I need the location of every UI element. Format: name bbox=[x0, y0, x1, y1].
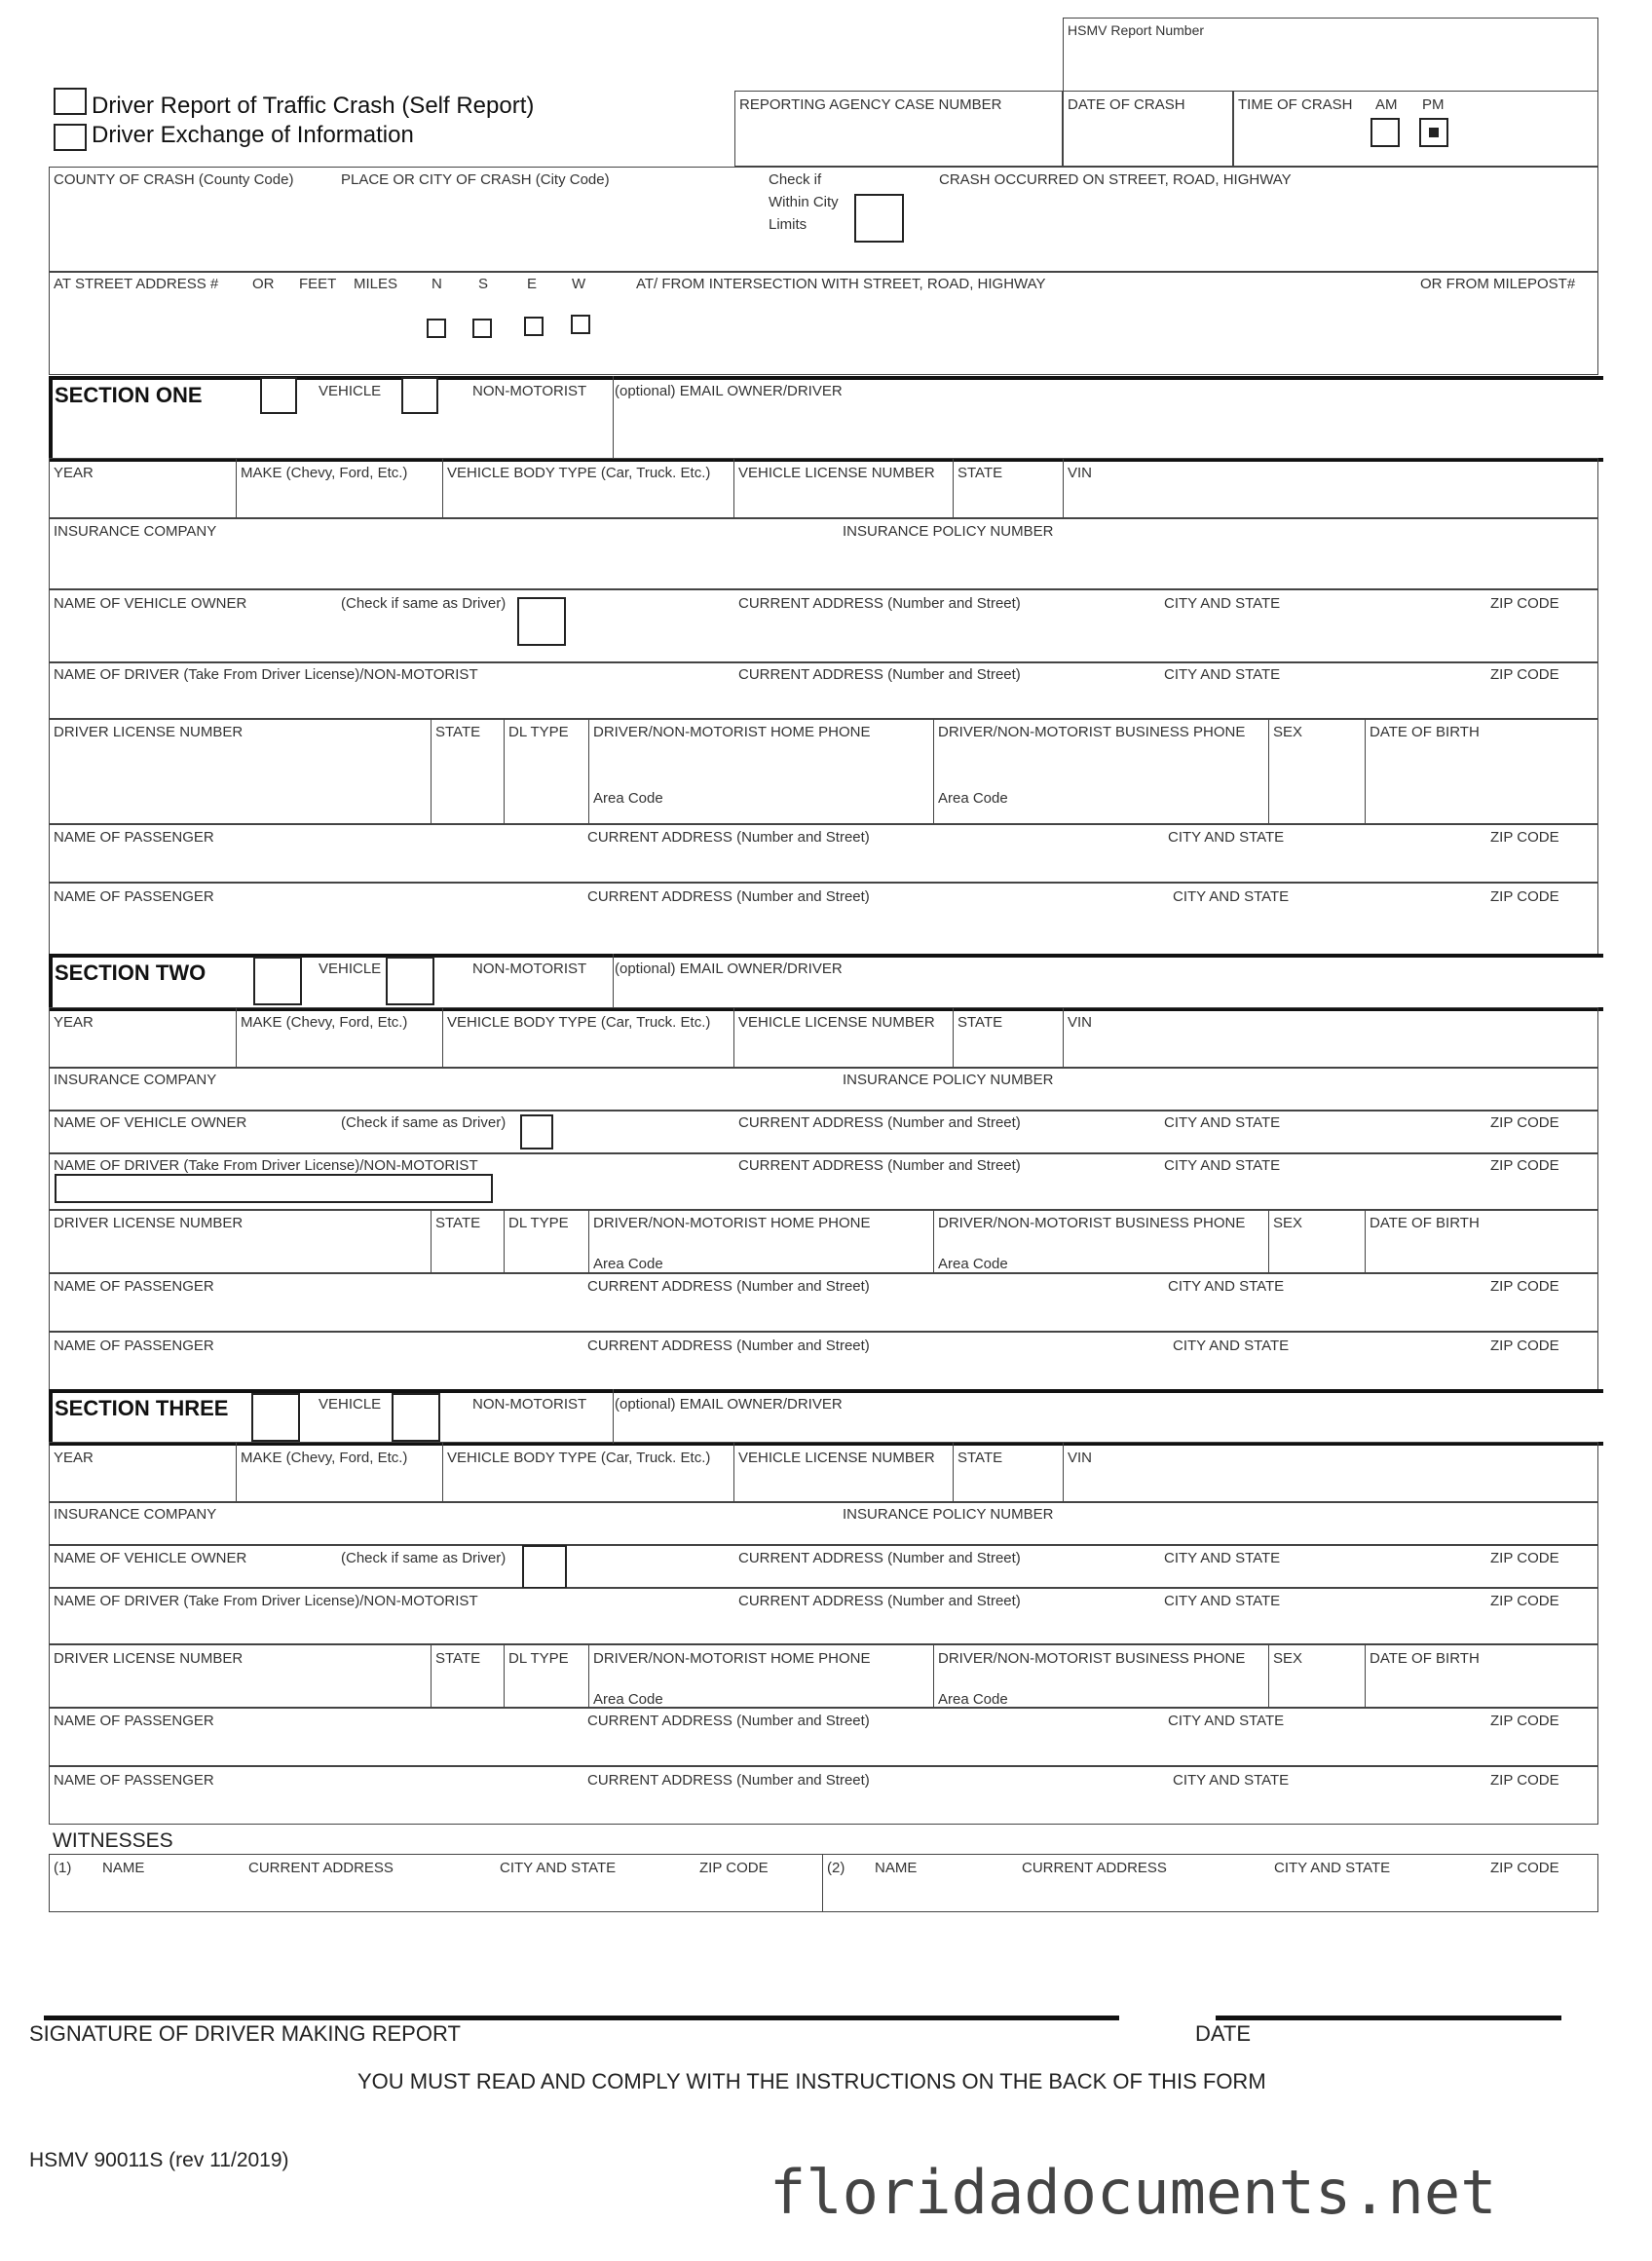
section-three-email-divider bbox=[613, 1389, 614, 1444]
s2-year-label: YEAR bbox=[54, 1014, 94, 1031]
s-checkbox[interactable] bbox=[472, 319, 492, 338]
s2-p2-zip-label: ZIP CODE bbox=[1490, 1338, 1559, 1354]
s2-home-phone-label: DRIVER/NON-MOTORIST HOME PHONE bbox=[593, 1215, 871, 1231]
s1-div-e bbox=[1063, 458, 1064, 518]
s2-dl-number-label: DRIVER LICENSE NUMBER bbox=[54, 1215, 244, 1231]
s3-business-area-code: Area Code bbox=[938, 1691, 1008, 1708]
s3-owner-address-label: CURRENT ADDRESS (Number and Street) bbox=[738, 1550, 1021, 1566]
s2-state-label: STATE bbox=[957, 1014, 1003, 1031]
form-number: HSMV 90011S (rev 11/2019) bbox=[29, 2149, 289, 2171]
s1-owner-city-label: CITY AND STATE bbox=[1164, 595, 1281, 612]
s1-dl-type-label: DL TYPE bbox=[508, 724, 569, 740]
s2-body-type-label: VEHICLE BODY TYPE (Car, Truck. Etc.) bbox=[447, 1014, 711, 1031]
s-label: S bbox=[478, 276, 489, 292]
section-one-left-rule bbox=[49, 376, 53, 459]
s3-div-b bbox=[442, 1442, 443, 1502]
section-three-non-motorist-checkbox[interactable] bbox=[392, 1393, 440, 1442]
agency-case-number-label: REPORTING AGENCY CASE NUMBER bbox=[739, 96, 1002, 113]
s3-div-d bbox=[953, 1442, 954, 1502]
am-checkbox[interactable] bbox=[1370, 118, 1400, 147]
s1-div-a bbox=[236, 458, 237, 518]
s2-div-e bbox=[1063, 1007, 1064, 1068]
s2-p1-address-label: CURRENT ADDRESS (Number and Street) bbox=[587, 1278, 870, 1295]
title-exchange: Driver Exchange of Information bbox=[92, 122, 414, 148]
pm-label: PM bbox=[1422, 96, 1445, 113]
section-one-title: SECTION ONE bbox=[55, 383, 203, 407]
witness-2-zip-label: ZIP CODE bbox=[1490, 1860, 1559, 1876]
milepost-label: OR FROM MILEPOST# bbox=[1420, 276, 1576, 292]
s1-business-phone-label: DRIVER/NON-MOTORIST BUSINESS PHONE bbox=[938, 724, 1246, 740]
witnesses-title: WITNESSES bbox=[53, 1829, 173, 1852]
am-label: AM bbox=[1375, 96, 1398, 113]
s3-p2-city-label: CITY AND STATE bbox=[1173, 1772, 1290, 1789]
witness-1-city-label: CITY AND STATE bbox=[500, 1860, 617, 1876]
s3-div-a bbox=[236, 1442, 237, 1502]
s3-p2-zip-label: ZIP CODE bbox=[1490, 1772, 1559, 1789]
section-one-vehicle-label: VEHICLE bbox=[319, 383, 382, 399]
witness-2-address-label: CURRENT ADDRESS bbox=[1022, 1860, 1167, 1876]
s3-p1-city-label: CITY AND STATE bbox=[1168, 1713, 1285, 1729]
s1-body-type-label: VEHICLE BODY TYPE (Car, Truck. Etc.) bbox=[447, 465, 711, 481]
s3-lic-div-d bbox=[933, 1644, 934, 1708]
s3-p1-label: NAME OF PASSENGER bbox=[54, 1713, 214, 1729]
s2-p2-city-label: CITY AND STATE bbox=[1173, 1338, 1290, 1354]
s3-p2-address-label: CURRENT ADDRESS (Number and Street) bbox=[587, 1772, 870, 1789]
s1-owner-zip-label: ZIP CODE bbox=[1490, 595, 1559, 612]
s2-policy-label: INSURANCE POLICY NUMBER bbox=[843, 1072, 1054, 1088]
s2-div-a bbox=[236, 1007, 237, 1068]
witness-1-number: (1) bbox=[54, 1860, 72, 1876]
s3-business-phone-label: DRIVER/NON-MOTORIST BUSINESS PHONE bbox=[938, 1650, 1246, 1667]
s3-driver-city-label: CITY AND STATE bbox=[1164, 1593, 1281, 1609]
witnesses-divider bbox=[822, 1854, 823, 1912]
self-report-checkbox[interactable] bbox=[54, 88, 87, 115]
s1-make-label: MAKE (Chevy, Ford, Etc.) bbox=[241, 465, 408, 481]
s1-business-area-code: Area Code bbox=[938, 790, 1008, 807]
n-label: N bbox=[432, 276, 442, 292]
s3-sex-label: SEX bbox=[1273, 1650, 1303, 1667]
section-three-vehicle-label: VEHICLE bbox=[319, 1396, 382, 1413]
s1-year-label: YEAR bbox=[54, 465, 94, 481]
s2-owner-city-label: CITY AND STATE bbox=[1164, 1114, 1281, 1131]
section-two-vehicle-checkbox[interactable] bbox=[253, 957, 302, 1005]
section-three-vehicle-checkbox[interactable] bbox=[251, 1393, 300, 1442]
s2-div-b bbox=[442, 1007, 443, 1068]
s2-license-label: VEHICLE LICENSE NUMBER bbox=[738, 1014, 935, 1031]
s1-p1-label: NAME OF PASSENGER bbox=[54, 829, 214, 846]
s2-dl-state-label: STATE bbox=[435, 1215, 481, 1231]
n-checkbox[interactable] bbox=[427, 319, 446, 338]
s3-make-label: MAKE (Chevy, Ford, Etc.) bbox=[241, 1450, 408, 1466]
street-address-label: AT STREET ADDRESS # bbox=[54, 276, 219, 292]
s2-business-phone-label: DRIVER/NON-MOTORIST BUSINESS PHONE bbox=[938, 1215, 1246, 1231]
s2-same-as-driver-label: (Check if same as Driver) bbox=[341, 1114, 507, 1131]
s1-state-label: STATE bbox=[957, 465, 1003, 481]
check-if-label: Check if bbox=[769, 171, 822, 188]
s1-owner-label: NAME OF VEHICLE OWNER bbox=[54, 595, 247, 612]
s1-p2-zip-label: ZIP CODE bbox=[1490, 888, 1559, 905]
within-city-label: Within City bbox=[769, 194, 839, 210]
witness-1-name-label: NAME bbox=[102, 1860, 145, 1876]
s2-owner-zip-label: ZIP CODE bbox=[1490, 1114, 1559, 1131]
s3-insurance-label: INSURANCE COMPANY bbox=[54, 1506, 217, 1523]
s3-lic-div-b bbox=[504, 1644, 505, 1708]
s2-p2-address-label: CURRENT ADDRESS (Number and Street) bbox=[587, 1338, 870, 1354]
s1-p1-address-label: CURRENT ADDRESS (Number and Street) bbox=[587, 829, 870, 846]
s3-lic-div-e bbox=[1268, 1644, 1269, 1708]
s2-same-as-driver-checkbox[interactable] bbox=[520, 1114, 553, 1149]
signature-label: SIGNATURE OF DRIVER MAKING REPORT bbox=[29, 2021, 461, 2046]
section-one-non-motorist-checkbox[interactable] bbox=[401, 377, 438, 414]
pm-check-mark bbox=[1429, 128, 1439, 137]
s2-p2-label: NAME OF PASSENGER bbox=[54, 1338, 214, 1354]
section-two-email-divider bbox=[613, 954, 614, 1008]
signature-line[interactable] bbox=[44, 2016, 1119, 2020]
s3-policy-label: INSURANCE POLICY NUMBER bbox=[843, 1506, 1054, 1523]
s1-home-area-code: Area Code bbox=[593, 790, 663, 807]
s1-div-b bbox=[442, 458, 443, 518]
time-of-crash-label: TIME OF CRASH bbox=[1238, 96, 1353, 113]
s2-div-d bbox=[953, 1007, 954, 1068]
s2-vin-label: VIN bbox=[1068, 1014, 1093, 1031]
limits-label: Limits bbox=[769, 216, 807, 233]
s3-owner-city-label: CITY AND STATE bbox=[1164, 1550, 1281, 1566]
s1-dl-state-label: STATE bbox=[435, 724, 481, 740]
hsmv-report-number-label: HSMV Report Number bbox=[1068, 22, 1205, 38]
section-one-vehicle-checkbox[interactable] bbox=[260, 377, 297, 414]
date-line[interactable] bbox=[1216, 2016, 1561, 2020]
s2-driver-zip-label: ZIP CODE bbox=[1490, 1157, 1559, 1174]
witness-2-city-label: CITY AND STATE bbox=[1274, 1860, 1391, 1876]
s3-license-label: VEHICLE LICENSE NUMBER bbox=[738, 1450, 935, 1466]
s1-p2-address-label: CURRENT ADDRESS (Number and Street) bbox=[587, 888, 870, 905]
s2-insurance-label: INSURANCE COMPANY bbox=[54, 1072, 217, 1088]
s1-p1-city-label: CITY AND STATE bbox=[1168, 829, 1285, 846]
s1-insurance-label: INSURANCE COMPANY bbox=[54, 523, 217, 540]
s3-p2-label: NAME OF PASSENGER bbox=[54, 1772, 214, 1789]
s3-lic-div-f bbox=[1365, 1644, 1366, 1708]
s3-state-label: STATE bbox=[957, 1450, 1003, 1466]
s3-year-label: YEAR bbox=[54, 1450, 94, 1466]
s2-p1-zip-label: ZIP CODE bbox=[1490, 1278, 1559, 1295]
section-one-email-divider bbox=[613, 376, 614, 459]
s1-lic-div-a bbox=[431, 719, 432, 824]
s2-owner-label: NAME OF VEHICLE OWNER bbox=[54, 1114, 247, 1131]
s2-dob-label: DATE OF BIRTH bbox=[1370, 1215, 1480, 1231]
s2-dl-type-label: DL TYPE bbox=[508, 1215, 569, 1231]
s3-p1-zip-label: ZIP CODE bbox=[1490, 1713, 1559, 1729]
s1-dob-label: DATE OF BIRTH bbox=[1370, 724, 1480, 740]
s1-p2-label: NAME OF PASSENGER bbox=[54, 888, 214, 905]
s3-div-c bbox=[733, 1442, 734, 1502]
section-two-email-label: (optional) EMAIL OWNER/DRIVER bbox=[615, 961, 843, 977]
s2-lic-div-c bbox=[588, 1210, 589, 1273]
s1-policy-label: INSURANCE POLICY NUMBER bbox=[843, 523, 1054, 540]
section-three-email-label: (optional) EMAIL OWNER/DRIVER bbox=[615, 1396, 843, 1413]
s2-div-c bbox=[733, 1007, 734, 1068]
s1-driver-city-label: CITY AND STATE bbox=[1164, 666, 1281, 683]
section-one-email-label: (optional) EMAIL OWNER/DRIVER bbox=[615, 383, 843, 399]
miles-label: MILES bbox=[354, 276, 398, 292]
s3-dl-number-label: DRIVER LICENSE NUMBER bbox=[54, 1650, 244, 1667]
s1-lic-div-e bbox=[1268, 719, 1269, 824]
s3-same-as-driver-checkbox[interactable] bbox=[522, 1545, 567, 1589]
s1-vin-label: VIN bbox=[1068, 465, 1093, 481]
s3-vin-label: VIN bbox=[1068, 1450, 1093, 1466]
instructions-notice: YOU MUST READ AND COMPLY WITH THE INSTRUCTIONS ON THE BACK OF THIS FORM bbox=[357, 2069, 1266, 2093]
s2-p1-city-label: CITY AND STATE bbox=[1168, 1278, 1285, 1295]
s3-lic-div-a bbox=[431, 1644, 432, 1708]
s1-home-phone-label: DRIVER/NON-MOTORIST HOME PHONE bbox=[593, 724, 871, 740]
witness-2-number: (2) bbox=[827, 1860, 845, 1876]
s3-div-e bbox=[1063, 1442, 1064, 1502]
s1-dl-number-label: DRIVER LICENSE NUMBER bbox=[54, 724, 244, 740]
s3-dob-label: DATE OF BIRTH bbox=[1370, 1650, 1480, 1667]
date-label: DATE bbox=[1195, 2021, 1252, 2046]
s3-driver-label: NAME OF DRIVER (Take From Driver License)/NON-MOTORIST bbox=[54, 1593, 478, 1609]
s1-sex-label: SEX bbox=[1273, 724, 1303, 740]
s3-dl-state-label: STATE bbox=[435, 1650, 481, 1667]
intersection-label: AT/ FROM INTERSECTION WITH STREET, ROAD, HIGHWAY bbox=[636, 276, 1046, 292]
s1-lic-div-c bbox=[588, 719, 589, 824]
s3-owner-zip-label: ZIP CODE bbox=[1490, 1550, 1559, 1566]
s3-driver-zip-label: ZIP CODE bbox=[1490, 1593, 1559, 1609]
s1-driver-zip-label: ZIP CODE bbox=[1490, 666, 1559, 683]
or-label: OR bbox=[252, 276, 275, 292]
s3-home-area-code: Area Code bbox=[593, 1691, 663, 1708]
s1-driver-address-label: CURRENT ADDRESS (Number and Street) bbox=[738, 666, 1021, 683]
s1-lic-div-f bbox=[1365, 719, 1366, 824]
s2-driver-label: NAME OF DRIVER (Take From Driver License)/NON-MOTORIST bbox=[54, 1157, 478, 1174]
s2-lic-div-d bbox=[933, 1210, 934, 1273]
s1-owner-address-label: CURRENT ADDRESS (Number and Street) bbox=[738, 595, 1021, 612]
place-city-label: PLACE OR CITY OF CRASH (City Code) bbox=[341, 171, 610, 188]
site-watermark: floridadocuments.net bbox=[770, 2157, 1497, 2228]
within-city-checkbox[interactable] bbox=[854, 194, 904, 243]
section-two-non-motorist-checkbox[interactable] bbox=[386, 957, 434, 1005]
s1-div-d bbox=[953, 458, 954, 518]
s2-lic-div-e bbox=[1268, 1210, 1269, 1273]
s3-same-as-driver-label: (Check if same as Driver) bbox=[341, 1550, 507, 1566]
s1-same-as-driver-checkbox[interactable] bbox=[517, 597, 566, 646]
s3-owner-label: NAME OF VEHICLE OWNER bbox=[54, 1550, 247, 1566]
witness-1-address-label: CURRENT ADDRESS bbox=[248, 1860, 394, 1876]
s3-driver-address-label: CURRENT ADDRESS (Number and Street) bbox=[738, 1593, 1021, 1609]
section-three-non-motorist-label: NON-MOTORIST bbox=[472, 1396, 587, 1413]
section-two-title: SECTION TWO bbox=[55, 961, 206, 985]
section-three-left-rule bbox=[49, 1389, 53, 1444]
s1-lic-div-b bbox=[504, 719, 505, 824]
title-self-report: Driver Report of Traffic Crash (Self Report) bbox=[92, 93, 535, 119]
witness-2-name-label: NAME bbox=[875, 1860, 918, 1876]
s2-driver-address-label: CURRENT ADDRESS (Number and Street) bbox=[738, 1157, 1021, 1174]
s2-make-label: MAKE (Chevy, Ford, Etc.) bbox=[241, 1014, 408, 1031]
exchange-info-checkbox[interactable] bbox=[54, 124, 87, 151]
s2-driver-city-label: CITY AND STATE bbox=[1164, 1157, 1281, 1174]
s1-lic-div-d bbox=[933, 719, 934, 824]
county-label: COUNTY OF CRASH (County Code) bbox=[54, 171, 294, 188]
s2-lic-div-f bbox=[1365, 1210, 1366, 1273]
e-checkbox[interactable] bbox=[524, 317, 544, 336]
s1-p1-zip-label: ZIP CODE bbox=[1490, 829, 1559, 846]
s2-business-area-code: Area Code bbox=[938, 1256, 1008, 1272]
s1-insurance-row bbox=[49, 518, 1598, 589]
s3-body-type-label: VEHICLE BODY TYPE (Car, Truck. Etc.) bbox=[447, 1450, 711, 1466]
section-two-left-rule bbox=[49, 954, 53, 1008]
section-two-vehicle-label: VEHICLE bbox=[319, 961, 382, 977]
s2-owner-address-label: CURRENT ADDRESS (Number and Street) bbox=[738, 1114, 1021, 1131]
feet-label: FEET bbox=[299, 276, 337, 292]
s1-license-label: VEHICLE LICENSE NUMBER bbox=[738, 465, 935, 481]
s3-home-phone-label: DRIVER/NON-MOTORIST HOME PHONE bbox=[593, 1650, 871, 1667]
e-label: E bbox=[527, 276, 538, 292]
s3-insurance-row bbox=[49, 1502, 1598, 1545]
s3-dl-type-label: DL TYPE bbox=[508, 1650, 569, 1667]
s2-sex-label: SEX bbox=[1273, 1215, 1303, 1231]
s1-same-as-driver-label: (Check if same as Driver) bbox=[341, 595, 507, 612]
w-label: W bbox=[572, 276, 586, 292]
section-two-non-motorist-label: NON-MOTORIST bbox=[472, 961, 587, 977]
section-three-title: SECTION THREE bbox=[55, 1396, 229, 1420]
s1-driver-label: NAME OF DRIVER (Take From Driver License)/NON-MOTORIST bbox=[54, 666, 478, 683]
s2-lic-div-b bbox=[504, 1210, 505, 1273]
s2-p1-label: NAME OF PASSENGER bbox=[54, 1278, 214, 1295]
s2-lic-div-a bbox=[431, 1210, 432, 1273]
street-road-label: CRASH OCCURRED ON STREET, ROAD, HIGHWAY bbox=[939, 171, 1292, 188]
date-of-crash-label: DATE OF CRASH bbox=[1068, 96, 1185, 113]
s3-lic-div-c bbox=[588, 1644, 589, 1708]
witness-1-zip-label: ZIP CODE bbox=[699, 1860, 769, 1876]
s1-div-c bbox=[733, 458, 734, 518]
s1-p2-city-label: CITY AND STATE bbox=[1173, 888, 1290, 905]
s3-p1-address-label: CURRENT ADDRESS (Number and Street) bbox=[587, 1713, 870, 1729]
s2-home-area-code: Area Code bbox=[593, 1256, 663, 1272]
w-checkbox[interactable] bbox=[571, 315, 590, 334]
s2-driver-name-field[interactable] bbox=[55, 1174, 493, 1203]
s2-insurance-row bbox=[49, 1068, 1598, 1111]
section-one-non-motorist-label: NON-MOTORIST bbox=[472, 383, 587, 399]
